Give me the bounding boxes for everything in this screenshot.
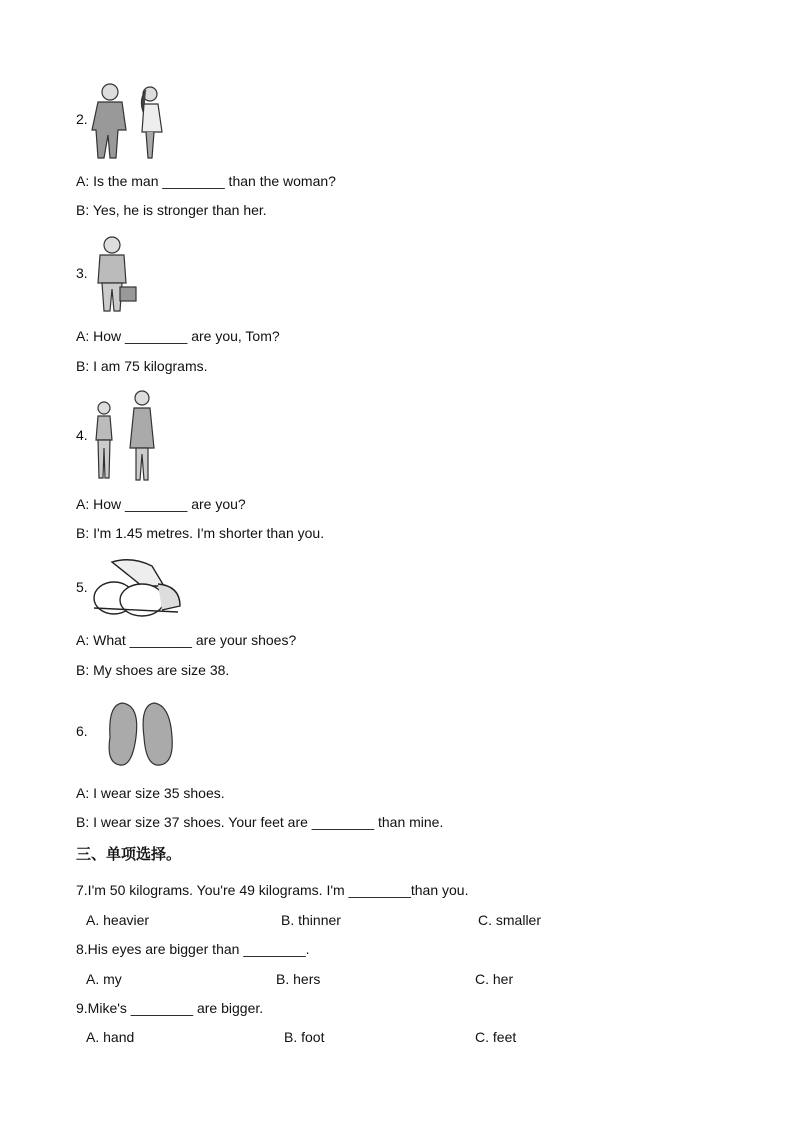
option-b: B. hers: [276, 971, 321, 987]
item-number: 4.: [76, 427, 88, 443]
two-girls-picture: [92, 388, 164, 484]
option-b: B. foot: [284, 1029, 325, 1045]
item-number: 5.: [76, 579, 88, 595]
option-c: C. smaller: [478, 912, 542, 928]
answer-b: B: Yes, he is stronger than her.: [76, 202, 267, 218]
question-a: A: How ________ are you?: [76, 496, 246, 512]
man-and-woman-picture: [88, 80, 184, 160]
question-7: 7.I'm 50 kilograms. You're 49 kilograms. I'm ________than you.: [76, 882, 469, 898]
option-c: C. her: [475, 971, 514, 987]
option-b: B. thinner: [281, 912, 341, 928]
item-number: 2.: [76, 111, 88, 127]
option-a: A. my: [86, 971, 122, 987]
answer-b: B: I am 75 kilograms.: [76, 358, 208, 374]
question-9: 9.Mike's ________ are bigger.: [76, 1000, 264, 1016]
answer-b: B: I'm 1.45 metres. I'm shorter than you.: [76, 525, 325, 541]
option-c: C. feet: [475, 1029, 517, 1045]
footprints-picture: [92, 697, 184, 769]
question-a: A: Is the man ________ than the woman?: [76, 173, 336, 189]
question-a: A: What ________ are your shoes?: [76, 632, 297, 648]
man-with-briefcase-picture: [92, 233, 142, 313]
question-a: A: I wear size 35 shoes.: [76, 785, 225, 801]
shoes-picture: [92, 556, 184, 618]
question-8: 8.His eyes are bigger than ________.: [76, 941, 310, 957]
answer-b: B: My shoes are size 38.: [76, 662, 230, 678]
item-number: 3.: [76, 265, 88, 281]
option-a: A. hand: [86, 1029, 135, 1045]
option-a: A. heavier: [86, 912, 150, 928]
question-a: A: How ________ are you, Tom?: [76, 328, 280, 344]
section-heading: 三、单项选择。: [76, 845, 182, 863]
item-number: 6.: [76, 723, 88, 739]
answer-b: B: I wear size 37 shoes. Your feet are ________ than mine.: [76, 814, 444, 830]
